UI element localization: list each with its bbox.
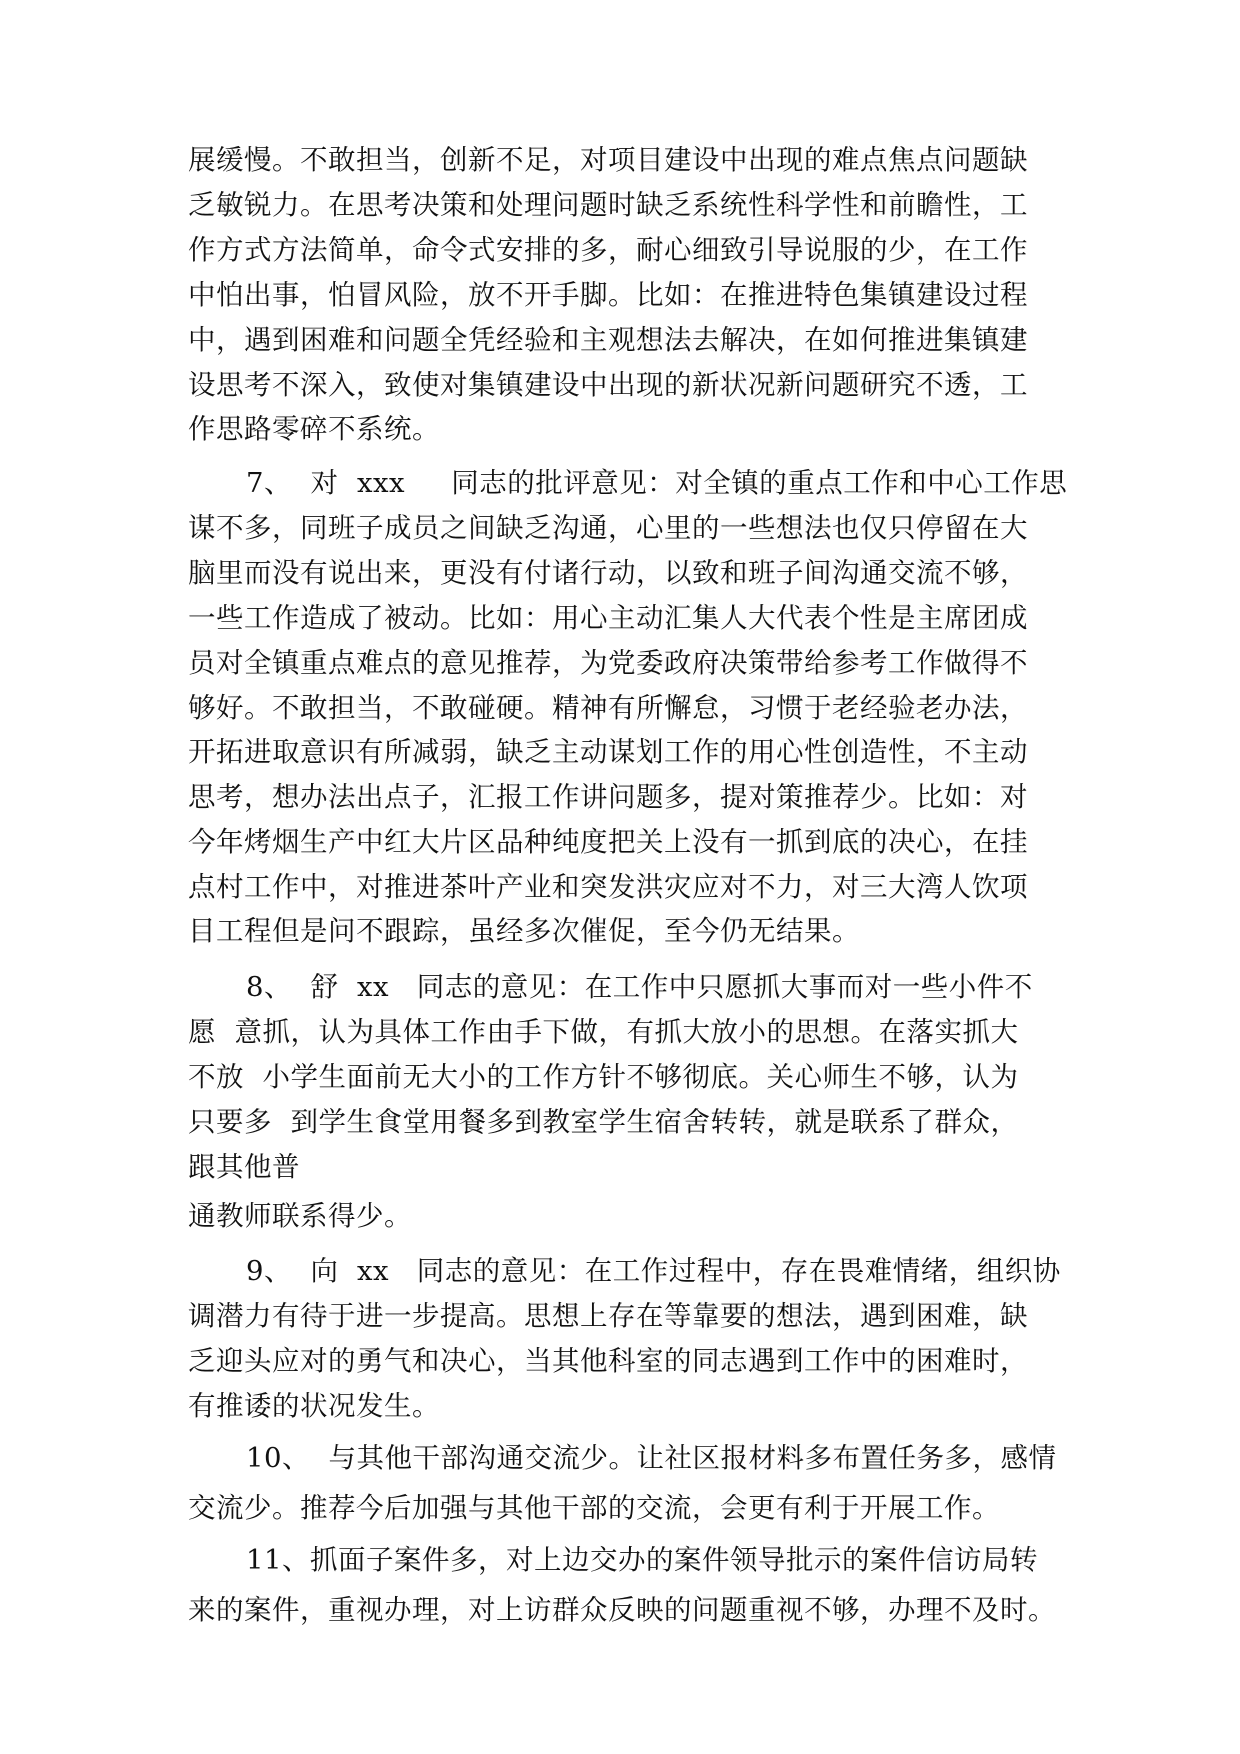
text-line: 跟其他普 — [188, 1151, 300, 1183]
text-line: 通教师联系得少。 — [188, 1200, 412, 1232]
text-line: 脑里而没有说出来，更没有付诸行动，以致和班子间沟通交流不够， — [188, 557, 1028, 589]
text-line: 今年烤烟生产中红大片区品种纯度把关上没有一抓到底的决心，在挂 — [188, 826, 1028, 858]
text-line: 交流少。推荐今后加强与其他干部的交流，会更有利于开展工作。 — [188, 1492, 1000, 1524]
text-line: 乏迎头应对的勇气和决心，当其他科室的同志遇到工作中的困难时， — [188, 1345, 1028, 1377]
paragraph-10-first-line: 10、 与其他干部沟通交流少。让社区报材料多布置任务多，感情 — [246, 1442, 1057, 1474]
text-line: 中怕出事，怕冒风险，放不开手脚。比如：在推进特色集镇建设过程 — [188, 279, 1028, 311]
text-line: 设思考不深入，致使对集镇建设中出现的新状况新问题研究不透，工 — [188, 369, 1028, 401]
text-line: 只要多 到学生食堂用餐多到教室学生宿舍转转，就是联系了群众， — [188, 1106, 1019, 1138]
paragraph-11-first-line: 11、抓面子案件多，对上边交办的案件领导批示的案件信访局转 — [246, 1544, 1038, 1576]
text-line: 有推诿的状况发生。 — [188, 1390, 440, 1422]
text-line: 作方式方法简单，命令式安排的多，耐心细致引导说服的少，在工作 — [188, 234, 1028, 266]
text-line: 不放 小学生面前无大小的工作方针不够彻底。关心师生不够，认为 — [188, 1061, 1019, 1093]
text-line: 作思路零碎不系统。 — [188, 413, 440, 445]
text-line: 谋不多，同班子成员之间缺乏沟通，心里的一些想法也仅只停留在大 — [188, 512, 1028, 544]
text-line: 调潜力有待于进一步提高。思想上存在等靠要的想法，遇到困难，缺 — [188, 1300, 1028, 1332]
text-line: 够好。不敢担当，不敢碰硬。精神有所懈怠，习惯于老经验老办法， — [188, 692, 1028, 724]
paragraph-9-first-line: 9、 向 xx 同志的意见：在工作过程中，存在畏难情绪，组织协 — [246, 1255, 1061, 1287]
text-line: 中，遇到困难和问题全凭经验和主观想法去解决，在如何推进集镇建 — [188, 324, 1028, 356]
text-line: 点村工作中，对推进茶叶产业和突发洪灾应对不力，对三大湾人饮项 — [188, 871, 1028, 903]
text-line: 开拓进取意识有所减弱，缺乏主动谋划工作的用心性创造性，不主动 — [188, 736, 1028, 768]
text-line: 愿 意抓，认为具体工作由手下做，有抓大放小的思想。在落实抓大 — [188, 1016, 1019, 1048]
paragraph-8-first-line: 8、 舒 xx 同志的意见：在工作中只愿抓大事而对一些小件不 — [246, 971, 1033, 1003]
text-line: 乏敏锐力。在思考决策和处理问题时缺乏系统性科学性和前瞻性，工 — [188, 189, 1028, 221]
paragraph-7-first-line: 7、 对 xxx 同志的批评意见：对全镇的重点工作和中心工作思 — [246, 467, 1068, 499]
text-line: 展缓慢。不敢担当，创新不足，对项目建设中出现的难点焦点问题缺 — [188, 144, 1028, 176]
text-line: 一些工作造成了被动。比如：用心主动汇集人大代表个性是主席团成 — [188, 602, 1028, 634]
text-line: 思考，想办法出点子，汇报工作讲问题多，提对策推荐少。比如：对 — [188, 781, 1028, 813]
text-line: 来的案件，重视办理，对上访群众反映的问题重视不够，办理不及时。 — [188, 1594, 1056, 1626]
text-line: 目工程但是问不跟踪，虽经多次催促，至今仍无结果。 — [188, 915, 860, 947]
text-line: 员对全镇重点难点的意见推荐，为党委政府决策带给参考工作做得不 — [188, 647, 1028, 679]
